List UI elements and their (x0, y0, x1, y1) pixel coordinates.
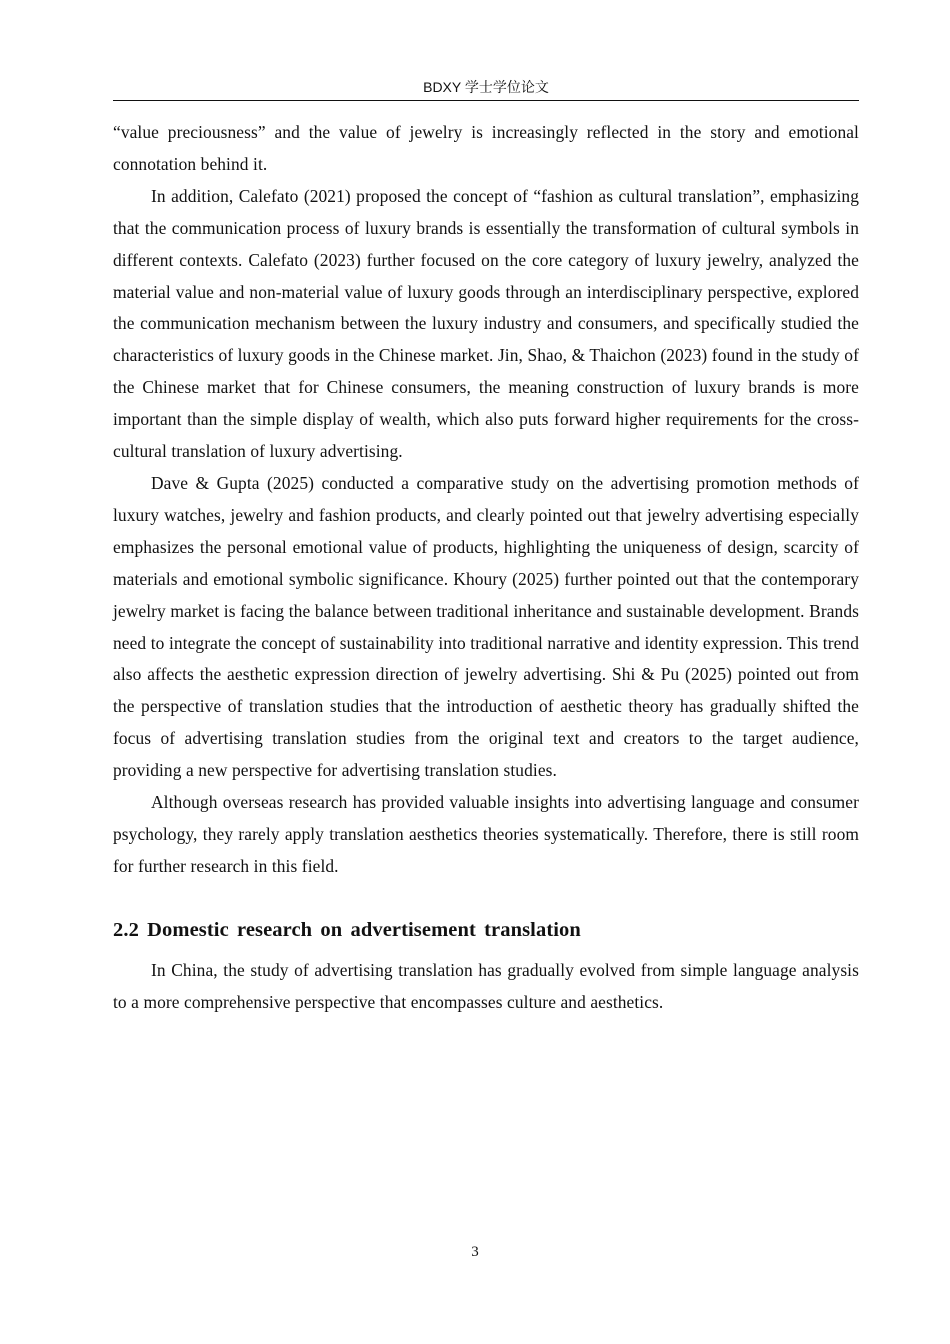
section-heading: 2.2 Domestic research on advertisement translation (113, 918, 581, 941)
header-title: BDXY 学士学位论文 (423, 79, 549, 95)
section-paragraph-china: In China, the study of advertising translation has gradually evolved from simple language analysis to a more comprehensive perspective that encompasses culture and aesthetics. (113, 959, 859, 1012)
page-number: 3 (471, 1244, 479, 1260)
body-paragraph-dave-gupta: Dave & Gupta (2025) conducted a comparative study on the advertising promotion methods of luxury watches, jewelry and fashion products, and clearly pointed out that jewelry advertising especially emphasizes the personal emotional value of products, highlighting the uniqueness of design, scarcity of materials and emotional symbolic significance. Khoury (2025) further pointed out that the contemporary jewelry market is facing the balance between traditional inheritance and sustainable development. Brands need to integrate the concept of sustainability into traditional narrative and identity expression. This trend also affects the aesthetic expression direction of jewelry advertising. Shi & Pu (2025) pointed out from the perspective of translation studies that the introduction of aesthetic theory has gradually shifted the focus of advertising translation studies from the original text and creators to the target audience, providing a new perspective for advertising translation studies. (113, 472, 859, 781)
body-paragraph-calefato: In addition, Calefato (2021) proposed the concept of “fashion as cultural translation”, emphasizing that the communication process of luxury brands is essentially the transformation of cultural symbols in different contexts. Calefato (2023) further focused on the core category of luxury jewelry, analyzed the material value and non-material value of luxury goods through an interdisciplinary perspective, explored the communication mechanism between the luxury industry and consumers, and specifically studied the characteristics of luxury goods in the Chinese market. Jin, Shao, & Thaichon (2023) found in the study of the Chinese market that for Chinese consumers, the meaning construction of luxury brands is more important than the simple display of wealth, which also puts forward higher requirements for the cross-cultural translation of luxury advertising. (113, 185, 859, 462)
page-body (113, 117, 859, 1019)
body-paragraph-overseas-summary: Although overseas research has provided valuable insights into advertising language and consumer psychology, they rarely apply translation aesthetics theories systematically. Therefore, there is still room for further research in this field. (113, 792, 859, 876)
running-header (113, 77, 859, 101)
body-paragraph-continued: “value preciousness” and the value of jewelry is increasingly reflected in the story and emotional connotation behind it. (113, 122, 859, 174)
header-rule (113, 100, 859, 101)
